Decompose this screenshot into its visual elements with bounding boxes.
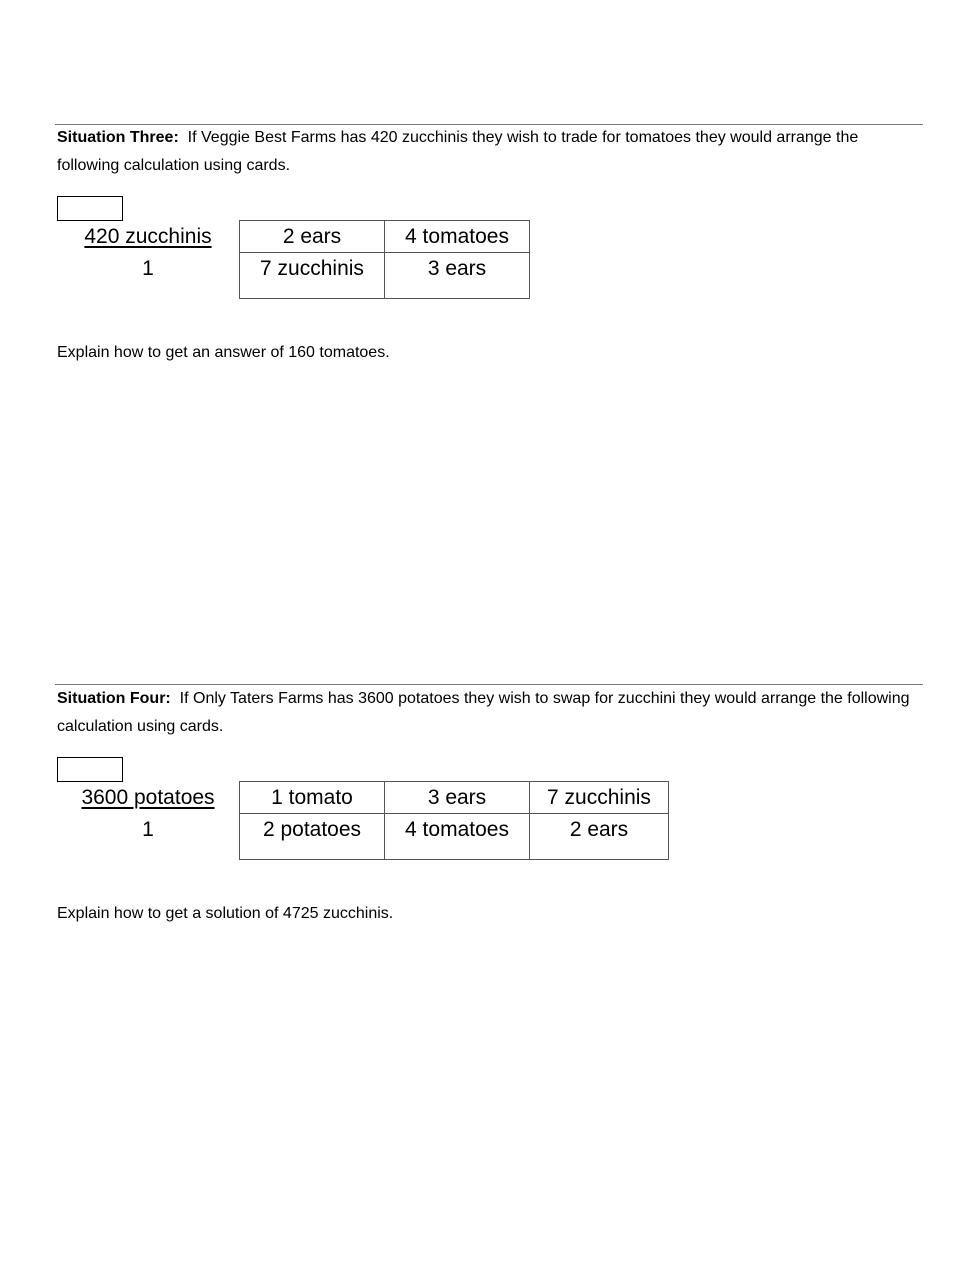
- card-bottom: 4 tomatoes: [385, 814, 530, 860]
- starting-fraction-three: [72, 221, 224, 285]
- card-top: 1 tomato: [240, 782, 385, 814]
- card-bottom: 3 ears: [385, 253, 530, 299]
- starting-denominator: 1: [142, 818, 154, 841]
- situation-four-paragraph: [57, 685, 923, 741]
- situation-four-text: If Only Taters Farms has 3600 potatoes they wish to swap for zucchini they would arrange the following calculation using cards.: [57, 690, 910, 735]
- prompt-three: Explain how to get an answer of 160 tomatoes.: [57, 344, 390, 361]
- situation-three-lead: Situation Three:: [57, 129, 179, 146]
- card-top: 2 ears: [240, 221, 385, 253]
- conversion-cards-three: [239, 220, 530, 299]
- situation-three-text: If Veggie Best Farms has 420 zucchinis they wish to trade for tomatoes they would arrange the following calculation using cards.: [57, 129, 859, 174]
- starting-fraction-four: [68, 782, 228, 846]
- answer-box-four[interactable]: [57, 757, 123, 782]
- card-top: 4 tomatoes: [385, 221, 530, 253]
- situation-four-lead: Situation Four:: [57, 690, 171, 707]
- card-bottom: 2 potatoes: [240, 814, 385, 860]
- starting-numerator: 3600 potatoes: [81, 786, 215, 809]
- card-bottom: 7 zucchinis: [240, 253, 385, 299]
- prompt-four: Explain how to get a solution of 4725 zucchinis.: [57, 905, 394, 922]
- answer-box-three[interactable]: [57, 196, 123, 221]
- starting-numerator: 420 zucchinis: [84, 225, 212, 248]
- card-top: 3 ears: [385, 782, 530, 814]
- card-top: 7 zucchinis: [530, 782, 669, 814]
- situation-three-paragraph: [57, 124, 923, 180]
- card-bottom: 2 ears: [530, 814, 669, 860]
- conversion-cards-four: [239, 781, 669, 860]
- starting-denominator: 1: [142, 257, 154, 280]
